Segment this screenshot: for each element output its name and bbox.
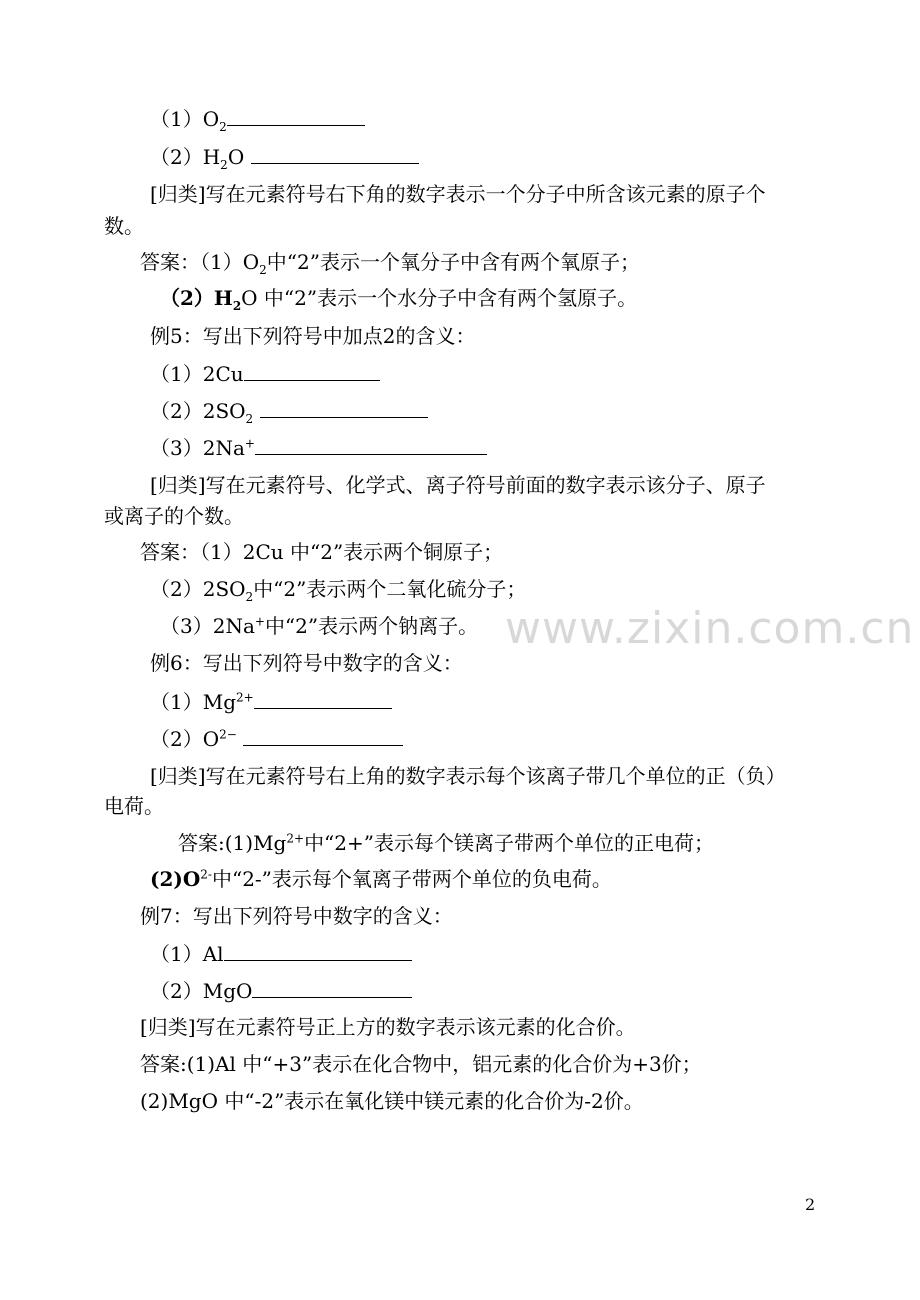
answer-line xyxy=(178,830,714,856)
superscript: 2− xyxy=(219,727,237,742)
exercise-line-2so2 xyxy=(150,397,428,424)
rule-text: [归类]写在元素符号右上角的数字表示每个该离子带几个单位的正（负） xyxy=(150,764,786,788)
exercise-line-mg xyxy=(150,688,392,715)
line-text: 答案：（1）O xyxy=(140,250,260,274)
rule-text: 电荷。 xyxy=(104,794,164,818)
rule-text: 或离子的个数。 xyxy=(104,504,244,528)
answer-line xyxy=(150,866,612,892)
answer-line xyxy=(150,576,526,602)
line-text: （1）Mg xyxy=(150,690,237,714)
exercise-line-al xyxy=(150,940,412,967)
line-text: (2)O xyxy=(150,867,201,891)
line-text: O 中“2”表示一个水分子中含有两个氢原子。 xyxy=(241,286,638,310)
line-text: 中“2-”表示每个氧离子带两个单位的负电荷。 xyxy=(211,867,612,891)
answer-blank[interactable] xyxy=(260,397,428,418)
superscript: + xyxy=(254,614,265,629)
example-title: 例5：写出下列符号中加点2的含义： xyxy=(150,324,476,348)
line-text: （2）2SO xyxy=(150,399,246,423)
line-text: （3）2Na xyxy=(160,614,255,638)
exercise-line-2cu xyxy=(150,360,380,387)
watermark-text: www.zixin.com.cn xyxy=(505,603,915,654)
subscript: 2 xyxy=(220,158,228,172)
rule-text: [归类]写在元素符号正上方的数字表示该元素的化合价。 xyxy=(140,1015,636,1039)
line-text: 中“2+”表示每个镁离子带两个单位的正电荷； xyxy=(304,831,714,855)
answer-blank[interactable] xyxy=(244,360,380,381)
answer-blank[interactable] xyxy=(227,105,365,126)
subscript: 2 xyxy=(232,299,242,313)
line-text: （2）H xyxy=(160,286,233,310)
answer-blank[interactable] xyxy=(254,688,392,709)
line-text: O xyxy=(227,145,245,169)
subscript: 2 xyxy=(219,120,227,134)
answer-blank[interactable] xyxy=(252,977,412,998)
exercise-line-mgo xyxy=(150,977,412,1004)
line-text: （1）Al xyxy=(150,942,224,966)
page-number: 2 xyxy=(805,1195,816,1214)
rule-text: 数。 xyxy=(104,214,144,238)
line-text: （3）2Na xyxy=(150,436,245,460)
answer-blank[interactable] xyxy=(255,434,487,455)
answer-line xyxy=(160,613,478,639)
line-text: （2）H xyxy=(150,145,221,169)
line-text: 中“2”表示一个氧分子中含有两个氧原子； xyxy=(266,250,640,274)
line-text: （2）O xyxy=(150,727,220,751)
superscript: 2- xyxy=(200,867,212,882)
subscript: 2 xyxy=(245,412,254,426)
exercise-line-h2o xyxy=(150,143,419,170)
line-text: 答案:(1)Mg xyxy=(178,831,287,855)
line-text: （2）MgO xyxy=(150,979,253,1003)
rule-text: [归类]写在元素符号右下角的数字表示一个分子中所含该元素的原子个 xyxy=(150,182,766,206)
line-text: 中“2”表示两个二氧化硫分子； xyxy=(253,577,527,601)
answer-line xyxy=(140,249,640,275)
line-text: （1）O xyxy=(150,107,220,131)
answer-line: 答案：（1）2Cu 中“2”表示两个铜原子； xyxy=(140,540,504,564)
subscript: 2 xyxy=(259,263,267,277)
line-text: （1）2Cu xyxy=(150,362,244,386)
answer-blank[interactable] xyxy=(251,143,419,164)
answer-line xyxy=(160,285,637,311)
superscript: 2+ xyxy=(236,690,254,705)
superscript: + xyxy=(244,436,255,451)
example-title: 例7：写出下列符号中数字的含义： xyxy=(140,904,453,928)
line-text: （2）2SO xyxy=(150,577,246,601)
exercise-line-2na xyxy=(150,434,487,461)
rule-text: [归类]写在元素符号、化学式、离子符号前面的数字表示该分子、原子 xyxy=(150,473,766,497)
line-text: 中“2”表示两个钠离子。 xyxy=(264,614,479,638)
subscript: 2 xyxy=(245,590,254,604)
answer-line: 答案:(1)Al 中“+3”表示在化合物中，铝元素的化合价为+3价； xyxy=(140,1052,702,1076)
answer-line: (2)MgO 中“-2”表示在氧化镁中镁元素的化合价为-2价。 xyxy=(140,1089,644,1113)
exercise-line-o xyxy=(150,725,403,752)
answer-blank[interactable] xyxy=(243,725,403,746)
exercise-line-o2 xyxy=(150,105,365,132)
answer-blank[interactable] xyxy=(224,940,412,961)
example-title: 例6：写出下列符号中数字的含义： xyxy=(150,651,463,675)
superscript: 2+ xyxy=(286,831,305,846)
